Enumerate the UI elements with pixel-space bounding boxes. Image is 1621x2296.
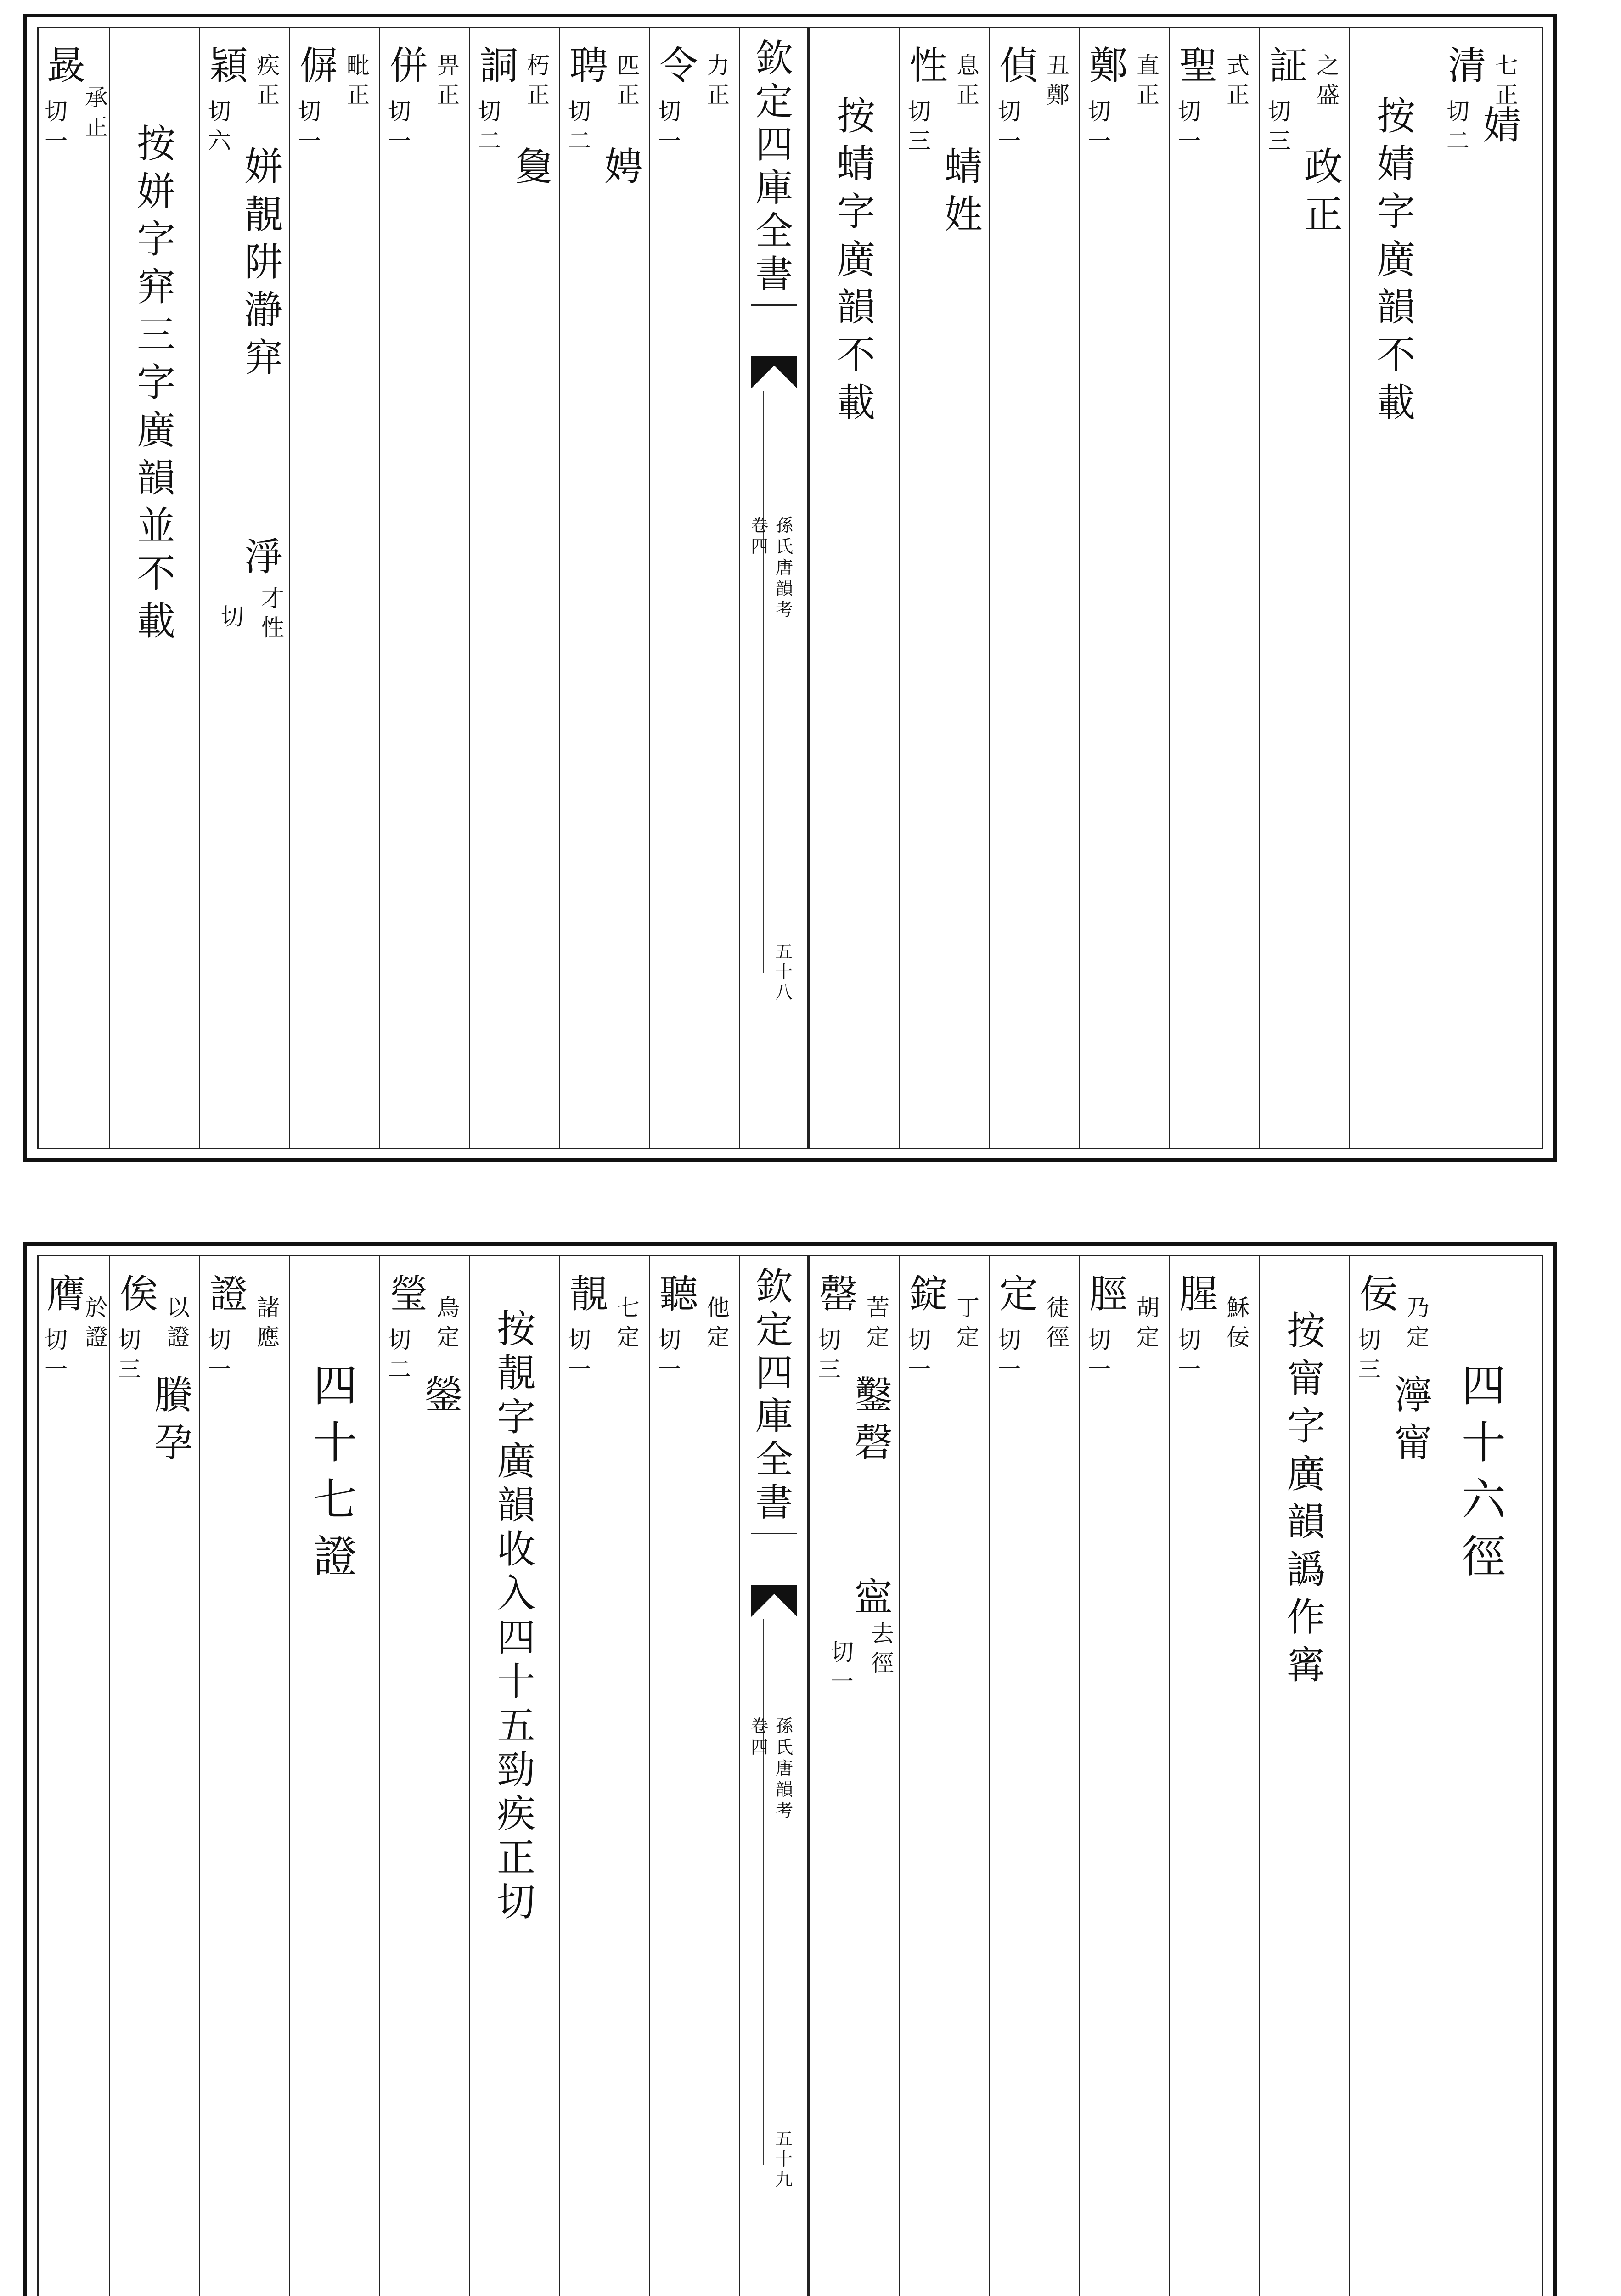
top-col-14 xyxy=(199,28,289,1148)
fold-rule xyxy=(763,1619,764,2165)
extra-fanqie-count: 切一 xyxy=(831,1639,854,1695)
fanqie: 苦定 xyxy=(867,1294,889,1351)
fanqie: 毗正 xyxy=(347,52,370,108)
fold-volume: 卷四 xyxy=(750,1716,768,1757)
bottom-col-4 xyxy=(1169,1256,1259,2296)
top-col-5 xyxy=(1079,28,1169,1148)
top-col-1 xyxy=(1439,28,1529,1148)
top-col-2 xyxy=(1349,28,1439,1148)
bottom-leaf xyxy=(23,1242,1557,2296)
headword: 聖 xyxy=(1179,43,1218,88)
bottom-col-7 xyxy=(899,1256,989,2296)
fanqie: 匹正 xyxy=(617,52,640,108)
headword: 性 xyxy=(909,43,948,88)
fanqie: 疾正 xyxy=(257,52,280,108)
fanqie-count: 切六 xyxy=(208,98,231,154)
headword: 脛 xyxy=(1089,1272,1128,1317)
top-leaf-frame xyxy=(37,27,1543,1149)
fold-title: 欽定四庫全書 xyxy=(751,1266,797,1534)
note: 按甯字廣韻譌作寗 xyxy=(1286,1308,1325,1688)
fanqie: 諸應 xyxy=(257,1294,280,1351)
note: 按婧字廣韻不載 xyxy=(1376,94,1415,425)
homophones: 鑿磬 xyxy=(854,1373,893,1465)
headword: 錠 xyxy=(909,1272,948,1317)
extra-fanqie-count: 切 xyxy=(221,603,244,630)
fold-volume: 卷四 xyxy=(750,515,768,557)
fanqie-count: 切一 xyxy=(1178,98,1201,154)
fanqie: 胡定 xyxy=(1137,1294,1159,1351)
headword: 清 xyxy=(1447,43,1486,88)
homophones: 政正 xyxy=(1304,144,1343,237)
fanqie: 畀正 xyxy=(437,52,460,108)
headword: 膺 xyxy=(46,1272,85,1317)
headword: 併 xyxy=(389,43,428,88)
extra-headword: 淨 xyxy=(244,535,283,580)
fanqie: 徒徑 xyxy=(1047,1294,1069,1351)
fold-leaf-number: 五十八 xyxy=(775,942,793,1002)
fanqie-count: 切一 xyxy=(1088,98,1111,154)
extra-fanqie: 才性 xyxy=(261,585,284,641)
extra-fanqie: 去徑 xyxy=(871,1621,894,1677)
fold-title: 欽定四庫全書 xyxy=(751,37,797,306)
top-col-4 xyxy=(1169,28,1259,1148)
top-col-13 xyxy=(289,28,379,1148)
headword: 聘 xyxy=(569,43,608,88)
top-leaf xyxy=(23,14,1557,1162)
fanqie-count: 切一 xyxy=(45,98,68,154)
fanqie: 七定 xyxy=(617,1294,640,1351)
fanqie: 於證 xyxy=(85,1294,108,1351)
headword: 聽 xyxy=(659,1272,698,1317)
fishtail-icon xyxy=(751,1585,797,1617)
fanqie-count: 切二 xyxy=(388,1327,411,1383)
fold-book-title: 孫氏唐韻考 xyxy=(775,515,793,620)
fold-book-title: 孫氏唐韻考 xyxy=(775,1716,793,1821)
fanqie-count: 切一 xyxy=(658,1327,681,1383)
fanqie-count: 切一 xyxy=(1088,1327,1111,1383)
fold-leaf-number: 五十九 xyxy=(775,2129,793,2189)
headword: 証 xyxy=(1269,43,1308,88)
rhyme-section-title: 四十七證 xyxy=(313,1360,357,1582)
headword: 偋 xyxy=(299,43,338,88)
headword: 俟 xyxy=(119,1272,158,1317)
top-col-16 xyxy=(38,28,109,1148)
fanqie-count: 切三 xyxy=(1358,1327,1381,1383)
rhyme-section-title: 四十六徑 xyxy=(1462,1360,1506,1582)
headword: 佞 xyxy=(1359,1272,1398,1317)
fanqie-count: 切二 xyxy=(1447,98,1469,154)
fanqie-count: 切一 xyxy=(998,98,1021,154)
bottom-col-5 xyxy=(1079,1256,1169,2296)
bottom-col-3 xyxy=(1259,1256,1349,2296)
fanqie: 以證 xyxy=(167,1294,190,1351)
top-fold-column xyxy=(739,28,809,1148)
homophones: 婧 xyxy=(1482,103,1521,148)
fanqie-count: 切二 xyxy=(478,98,501,154)
note: 按蜻字廣韻不載 xyxy=(836,94,875,425)
fanqie: 丑鄭 xyxy=(1047,52,1069,108)
bottom-col-9 xyxy=(649,1256,739,2296)
fishtail-icon xyxy=(751,356,797,388)
fold-rule xyxy=(763,391,764,973)
fanqie-count: 切一 xyxy=(45,1327,68,1383)
fanqie-count: 切一 xyxy=(998,1327,1021,1383)
fanqie-count: 切一 xyxy=(1178,1327,1201,1383)
fanqie: 直正 xyxy=(1137,52,1159,108)
fanqie-count: 切一 xyxy=(208,1327,231,1383)
fanqie: 式正 xyxy=(1227,52,1250,108)
fanqie-count: 切一 xyxy=(658,98,681,154)
bottom-leaf-frame xyxy=(37,1255,1543,2296)
headword: 證 xyxy=(209,1272,248,1317)
top-col-7 xyxy=(899,28,989,1148)
bottom-col-13 xyxy=(289,1256,379,2296)
bottom-col-12 xyxy=(379,1256,469,2296)
fanqie: 息正 xyxy=(957,52,979,108)
bottom-col-1 xyxy=(1439,1256,1529,2296)
fanqie-count: 切一 xyxy=(298,98,321,154)
headword: 穎 xyxy=(209,43,248,88)
headword: 靚 xyxy=(569,1272,608,1317)
homophones: 鎣 xyxy=(424,1373,463,1418)
fanqie: 丁定 xyxy=(957,1294,979,1351)
headword: 腥 xyxy=(1179,1272,1218,1317)
bottom-fold-column xyxy=(739,1256,809,2296)
fanqie: 之盛 xyxy=(1317,52,1340,108)
top-col-6 xyxy=(989,28,1079,1148)
fanqie-count: 切三 xyxy=(908,98,931,154)
bottom-col-6 xyxy=(989,1256,1079,2296)
top-col-12 xyxy=(379,28,469,1148)
top-col-11 xyxy=(469,28,559,1148)
bottom-col-16 xyxy=(38,1256,109,2296)
homophones: 濘甯 xyxy=(1394,1373,1433,1465)
fanqie-count: 切三 xyxy=(818,1327,841,1383)
bottom-col-8 xyxy=(809,1256,899,2296)
fanqie: 他定 xyxy=(707,1294,730,1351)
fanqie-count: 切三 xyxy=(118,1327,141,1383)
bottom-col-11 xyxy=(469,1256,559,2296)
fanqie: 穌佞 xyxy=(1227,1294,1250,1351)
headword: 詷 xyxy=(479,43,518,88)
headword: 罄 xyxy=(819,1272,858,1317)
bottom-col-10 xyxy=(559,1256,649,2296)
fanqie-count: 切三 xyxy=(1268,98,1291,154)
homophones: 賸孕 xyxy=(154,1373,193,1465)
homophones: 蜻姓 xyxy=(944,144,983,237)
homophones: 姘靚阱瀞穽 xyxy=(244,144,283,380)
bottom-col-2 xyxy=(1349,1256,1439,2296)
fanqie: 乃定 xyxy=(1407,1294,1430,1351)
homophones: 娉 xyxy=(604,144,643,189)
headword: 鄭 xyxy=(1089,43,1128,88)
note: 按靚字廣韻收入四十五勁疾正切 xyxy=(496,1306,535,1925)
headword: 定 xyxy=(999,1272,1038,1317)
headword: 瑩 xyxy=(389,1272,428,1317)
top-col-15 xyxy=(109,28,199,1148)
headword: 偵 xyxy=(999,43,1038,88)
note: 按姘字穽三字廣韻並不載 xyxy=(136,121,175,644)
fanqie: 烏定 xyxy=(437,1294,460,1351)
top-col-3 xyxy=(1259,28,1349,1148)
top-col-10 xyxy=(559,28,649,1148)
fanqie-count: 切一 xyxy=(908,1327,931,1383)
bottom-col-14 xyxy=(199,1256,289,2296)
fanqie: 承正 xyxy=(85,84,108,141)
fanqie-count: 切一 xyxy=(568,1327,591,1383)
fanqie-count: 切二 xyxy=(568,98,591,154)
bottom-col-15 xyxy=(109,1256,199,2296)
headword: 晸 xyxy=(46,43,85,88)
extra-headword: 寍 xyxy=(854,1575,893,1620)
top-col-9 xyxy=(649,28,739,1148)
fanqie: 朽正 xyxy=(527,52,550,108)
homophones: 敻 xyxy=(514,144,553,189)
headword: 令 xyxy=(659,43,698,88)
fanqie-count: 切一 xyxy=(388,98,411,154)
fanqie: 力正 xyxy=(707,52,730,108)
top-col-8 xyxy=(809,28,899,1148)
fanqie: 七正 xyxy=(1495,52,1518,108)
